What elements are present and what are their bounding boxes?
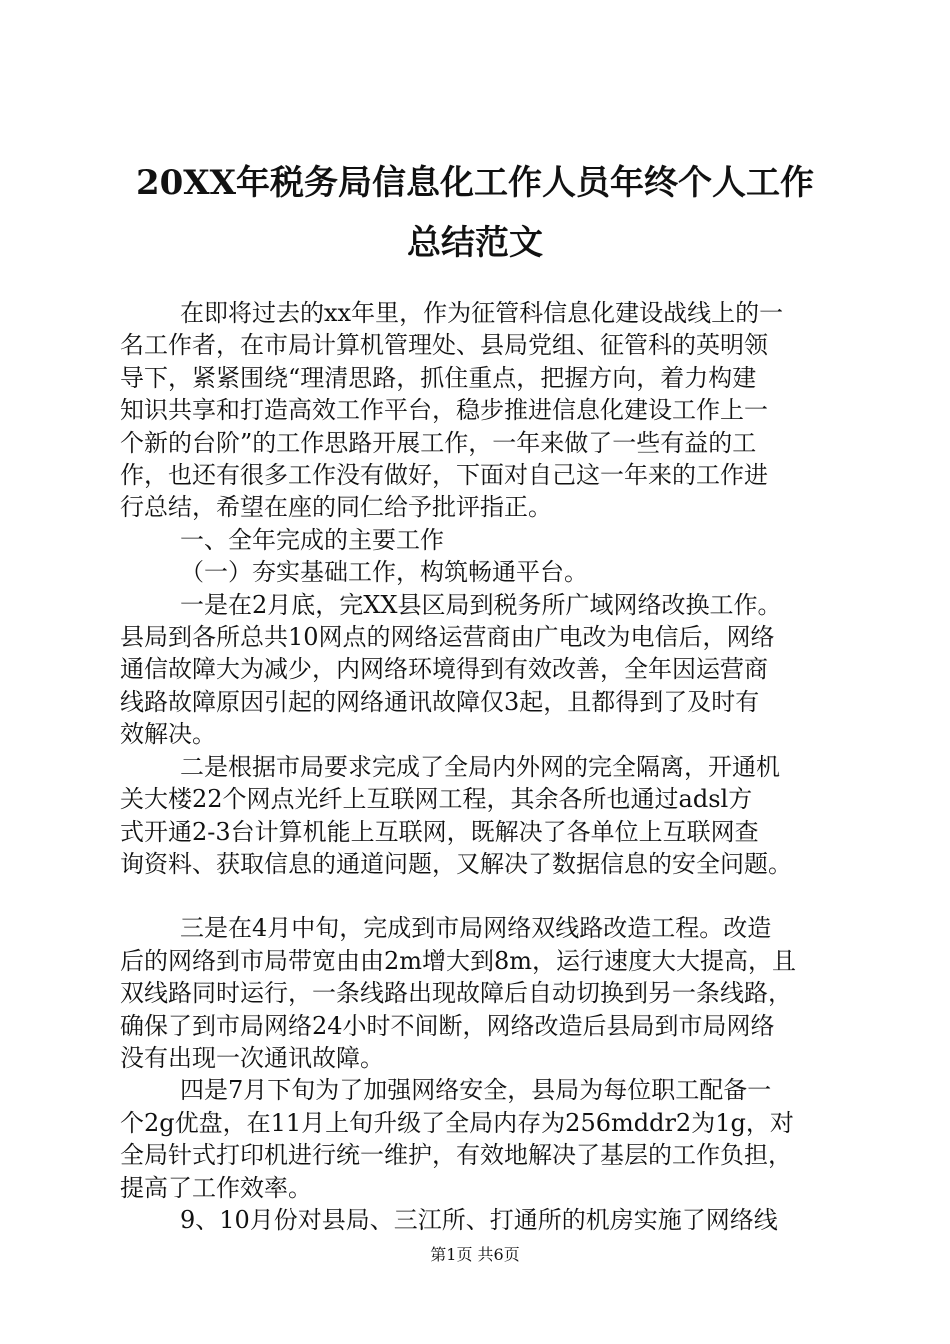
section-heading: 一、全年完成的主要工作 <box>180 525 444 554</box>
text-line: 效解决。 <box>120 720 216 749</box>
text-line: 后的网络到市局带宽由由2m增大到8m，运行速度大大提高，且 <box>120 946 797 975</box>
text-line: 名工作者，在市局计算机管理处、县局党组、征管科的英明领 <box>120 331 768 360</box>
text-line: 询资料、获取信息的通道问题，又解决了数据信息的安全问题。 <box>120 849 792 878</box>
text-line: 个新的台阶”的工作思路开展工作，一年来做了一些有益的工 <box>120 428 757 457</box>
text-line: 在即将过去的xx年里，作为征管科信息化建设战线上的一 <box>180 299 784 327</box>
text-line: 双线路同时运行，一条线路出现故障后自动切换到另一条线路， <box>120 979 792 1008</box>
text-line: 知识共享和打造高效工作平台，稳步推进信息化建设工作上一 <box>120 396 768 425</box>
text-line: 没有出现一次通讯故障。 <box>120 1043 384 1072</box>
text-line: 确保了到市局网络24小时不间断，网络改造后县局到市局网络 <box>120 1011 775 1040</box>
text-line: 县局到各所总共10网点的网络运营商由广电改为电信后，网络 <box>120 623 775 652</box>
page-footer: 第1页 共6页 <box>430 1245 520 1264</box>
text-line: 四是7月下旬为了加强网络安全，县局为每位职工配备一 <box>180 1076 772 1105</box>
text-line: 全局针式打印机进行统一维护，有效地解决了基层的工作负担， <box>120 1141 792 1170</box>
subsection-heading: （一）夯实基础工作，构筑畅通平台。 <box>180 558 588 587</box>
text-line: 个2g优盘，在11月上旬升级了全局内存为256mddr2为1g，对 <box>120 1108 794 1137</box>
document-body <box>120 297 840 1236</box>
text-line: 二是根据市局要求完成了全局内外网的完全隔离，开通机 <box>180 752 780 781</box>
text-line: 作，也还有很多工作没有做好，下面对自己这一年来的工作进 <box>120 461 768 490</box>
text-line: 线路故障原因引起的网络通讯故障仅3起，且都得到了及时有 <box>120 687 760 716</box>
text-line: 通信故障大为减少，内网络环境得到有效改善，全年因运营商 <box>120 655 768 684</box>
text-line: 三是在4月中旬，完成到市局网络双线路改造工程。改造 <box>180 914 772 943</box>
text-line: 9、10月份对县局、三江所、打通所的机房实施了网络线 <box>180 1205 778 1234</box>
text-line: 行总结，希望在座的同仁给予批评指正。 <box>120 493 552 522</box>
text-line: 式开通2-3台计算机能上互联网，既解决了各单位上互联网查 <box>120 817 759 846</box>
text-line: 一是在2月底，完XX县区局到税务所广域网络改换工作。 <box>180 590 782 619</box>
text-line: 提高了工作效率。 <box>120 1173 312 1202</box>
text-line: 关大楼22个网点光纤上互联网工程，其余各所也通过adsl方 <box>120 785 753 814</box>
document-title-line-2: 总结范文 <box>407 223 543 263</box>
paragraph-gap <box>120 880 840 912</box>
text-line: 导下，紧紧围绕“理清思路，抓住重点，把握方向，着力构建 <box>120 363 757 392</box>
document-title-line-1: 20XX年税务局信息化工作人员年终个人工作 <box>135 163 815 203</box>
